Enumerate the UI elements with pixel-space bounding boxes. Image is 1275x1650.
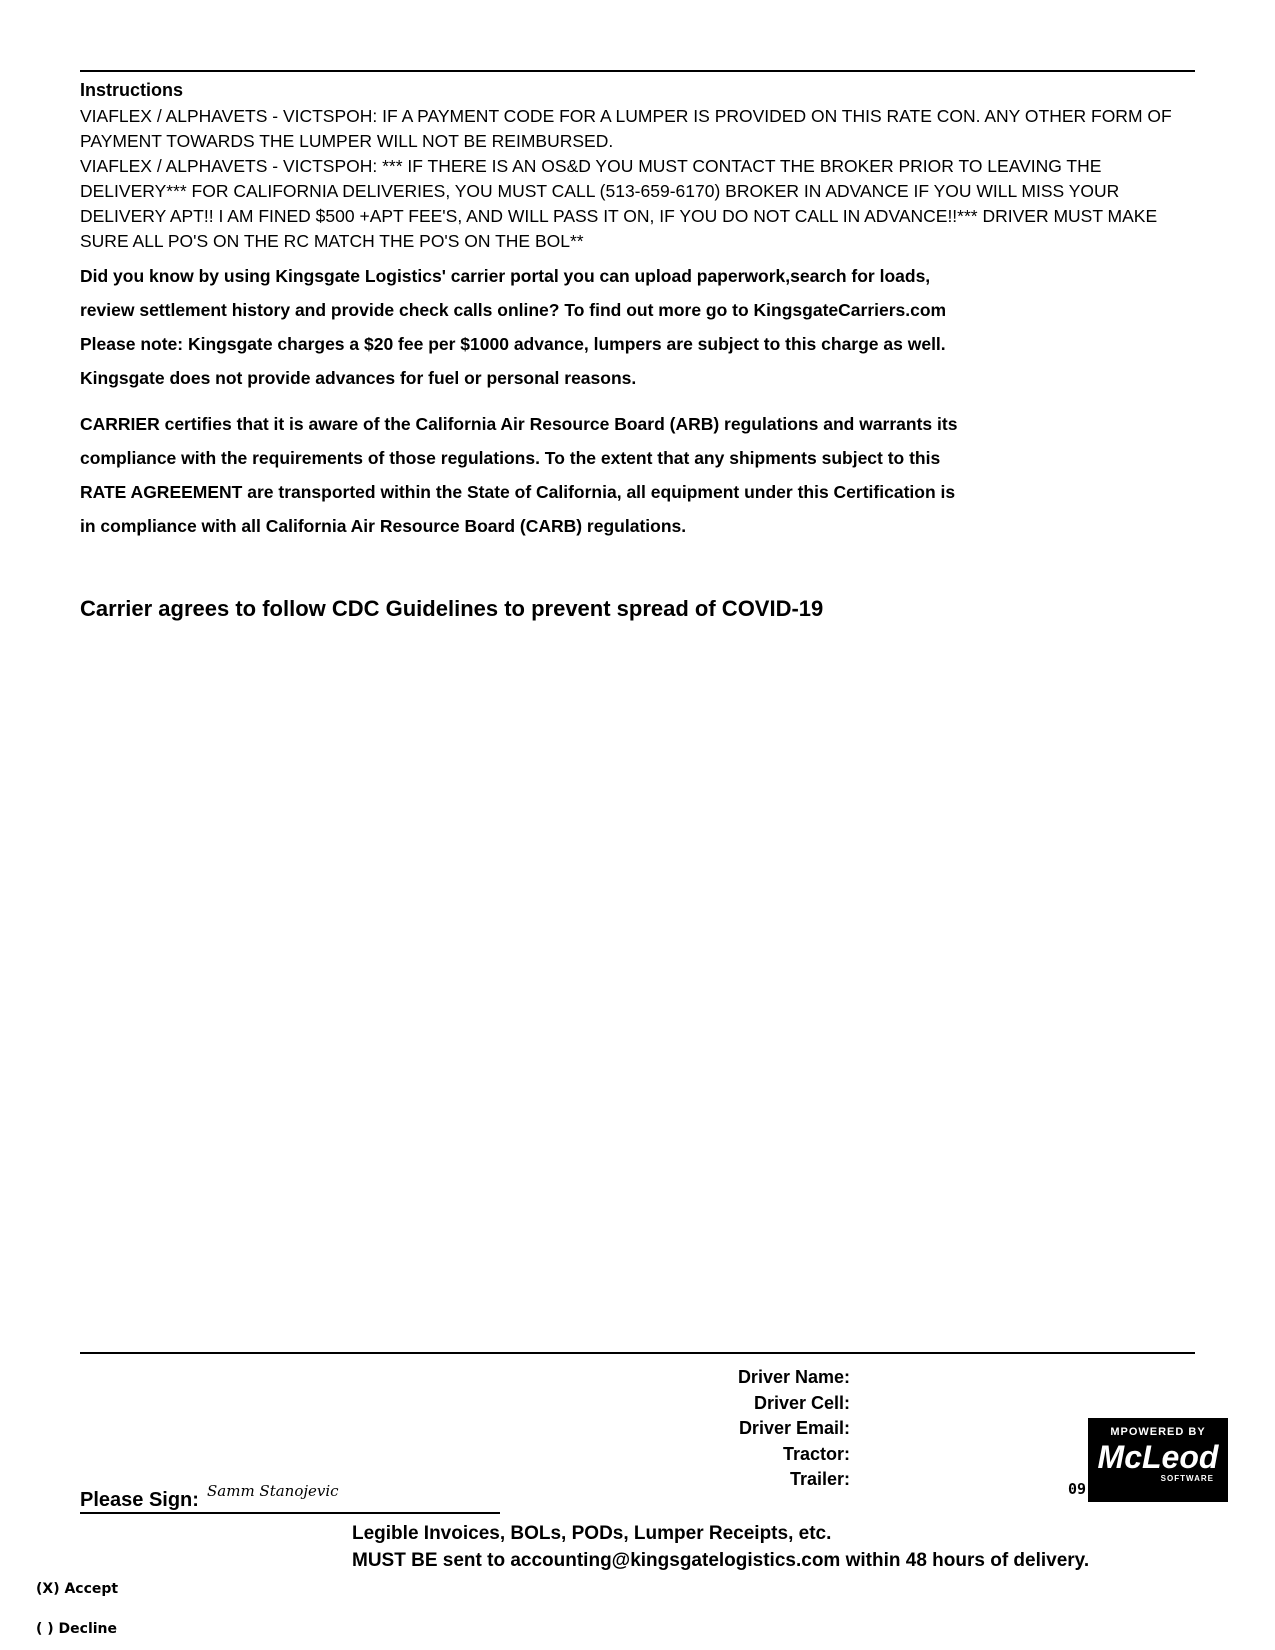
carb-notice-line: RATE AGREEMENT are transported within the State of California, all equipment under this Certification is <box>80 482 956 502</box>
carb-notice-line: compliance with the requirements of those regulations. To the extent that any shipments subject to this <box>80 448 941 468</box>
carb-notice <box>80 407 1200 543</box>
logo-brand-text: McLeod <box>1097 1439 1219 1475</box>
driver-email-label: Driver Email: <box>738 1418 850 1438</box>
portal-notice-line: Please note: Kingsgate charges a $20 fee per $1000 advance, lumpers are subject to this charge as well. <box>80 334 946 354</box>
please-sign-label: Please Sign: <box>80 1489 199 1511</box>
portal-notice-line: Did you know by using Kingsgate Logistics' carrier portal you can upload paperwork,search for loads, <box>80 266 931 286</box>
instruction-line: VIAFLEX / ALPHAVETS - VICTSPOH: *** IF THERE IS AN OS&D YOU MUST CONTACT THE BROKER PRIOR TO LEAVING THE DELIVERY*** FOR CALIFORNIA DELIVERIES, YOU MUST CALL (513-659-6170) BROKER IN ADVANCE IF YOU WILL MISS YOUR DELIVERY APT!! I AM FINED $500 +APT FEE'S, AND WILL PASS IT ON, IF YOU DO NOT CALL IN ADVANCE!!*** DRIVER MUST MAKE SURE ALL PO'S ON THE RC MATCH THE PO'S ON THE BOL** <box>80 156 1158 251</box>
signature-divider <box>80 1352 1195 1354</box>
driver-fields <box>640 1365 850 1493</box>
paperwork-notice-line: MUST BE sent to accounting@kingsgatelogistics.com within 48 hours of delivery. <box>352 1550 1090 1571</box>
logo-powered-text: MPOWERED BY <box>1110 1426 1206 1438</box>
signature-line <box>80 1512 500 1514</box>
instructions-title: Instructions <box>80 80 184 100</box>
trailer-label: Trailer: <box>789 1469 850 1489</box>
logo-fragment: 09 <box>1068 1480 1087 1498</box>
carb-notice-line: in compliance with all California Air Resource Board (CARB) regulations. <box>80 516 687 536</box>
top-divider <box>80 70 1195 72</box>
driver-cell-label: Driver Cell: <box>753 1392 850 1413</box>
tractor-label: Tractor: <box>782 1443 850 1464</box>
paperwork-notice-line: Legible Invoices, BOLs, PODs, Lumper Receipts, etc. <box>352 1523 832 1544</box>
mcleod-logo <box>1088 1418 1228 1502</box>
decline-option[interactable]: ( ) Decline <box>36 1621 118 1637</box>
instruction-line: VIAFLEX / ALPHAVETS - VICTSPOH: IF A PAYMENT CODE FOR A LUMPER IS PROVIDED ON THIS RATE CON. ANY OTHER FORM OF PAYMENT TOWARDS THE LUMPER WILL NOT BE REIMBURSED. <box>80 106 1172 151</box>
driver-name-label: Driver Name: <box>737 1367 850 1387</box>
covid-notice: Carrier agrees to follow CDC Guidelines to prevent spread of COVID-19 <box>80 596 824 621</box>
accept-option[interactable]: (X) Accept <box>36 1581 119 1597</box>
portal-notice-line: review settlement history and provide check calls online? To find out more go to KingsgateCarriers.com <box>80 300 947 320</box>
logo-software-text: SOFTWARE <box>1160 1474 1214 1483</box>
portal-notice-line: Kingsgate does not provide advances for fuel or personal reasons. <box>80 368 637 388</box>
paperwork-notice <box>352 1520 1089 1574</box>
carb-notice-line: CARRIER certifies that it is aware of the California Air Resource Board (ARB) regulations and warrants its <box>80 414 958 434</box>
portal-notice <box>80 259 1200 395</box>
instructions-body <box>80 104 1205 254</box>
signature-value[interactable]: Samm Stanojevic <box>207 1482 339 1500</box>
